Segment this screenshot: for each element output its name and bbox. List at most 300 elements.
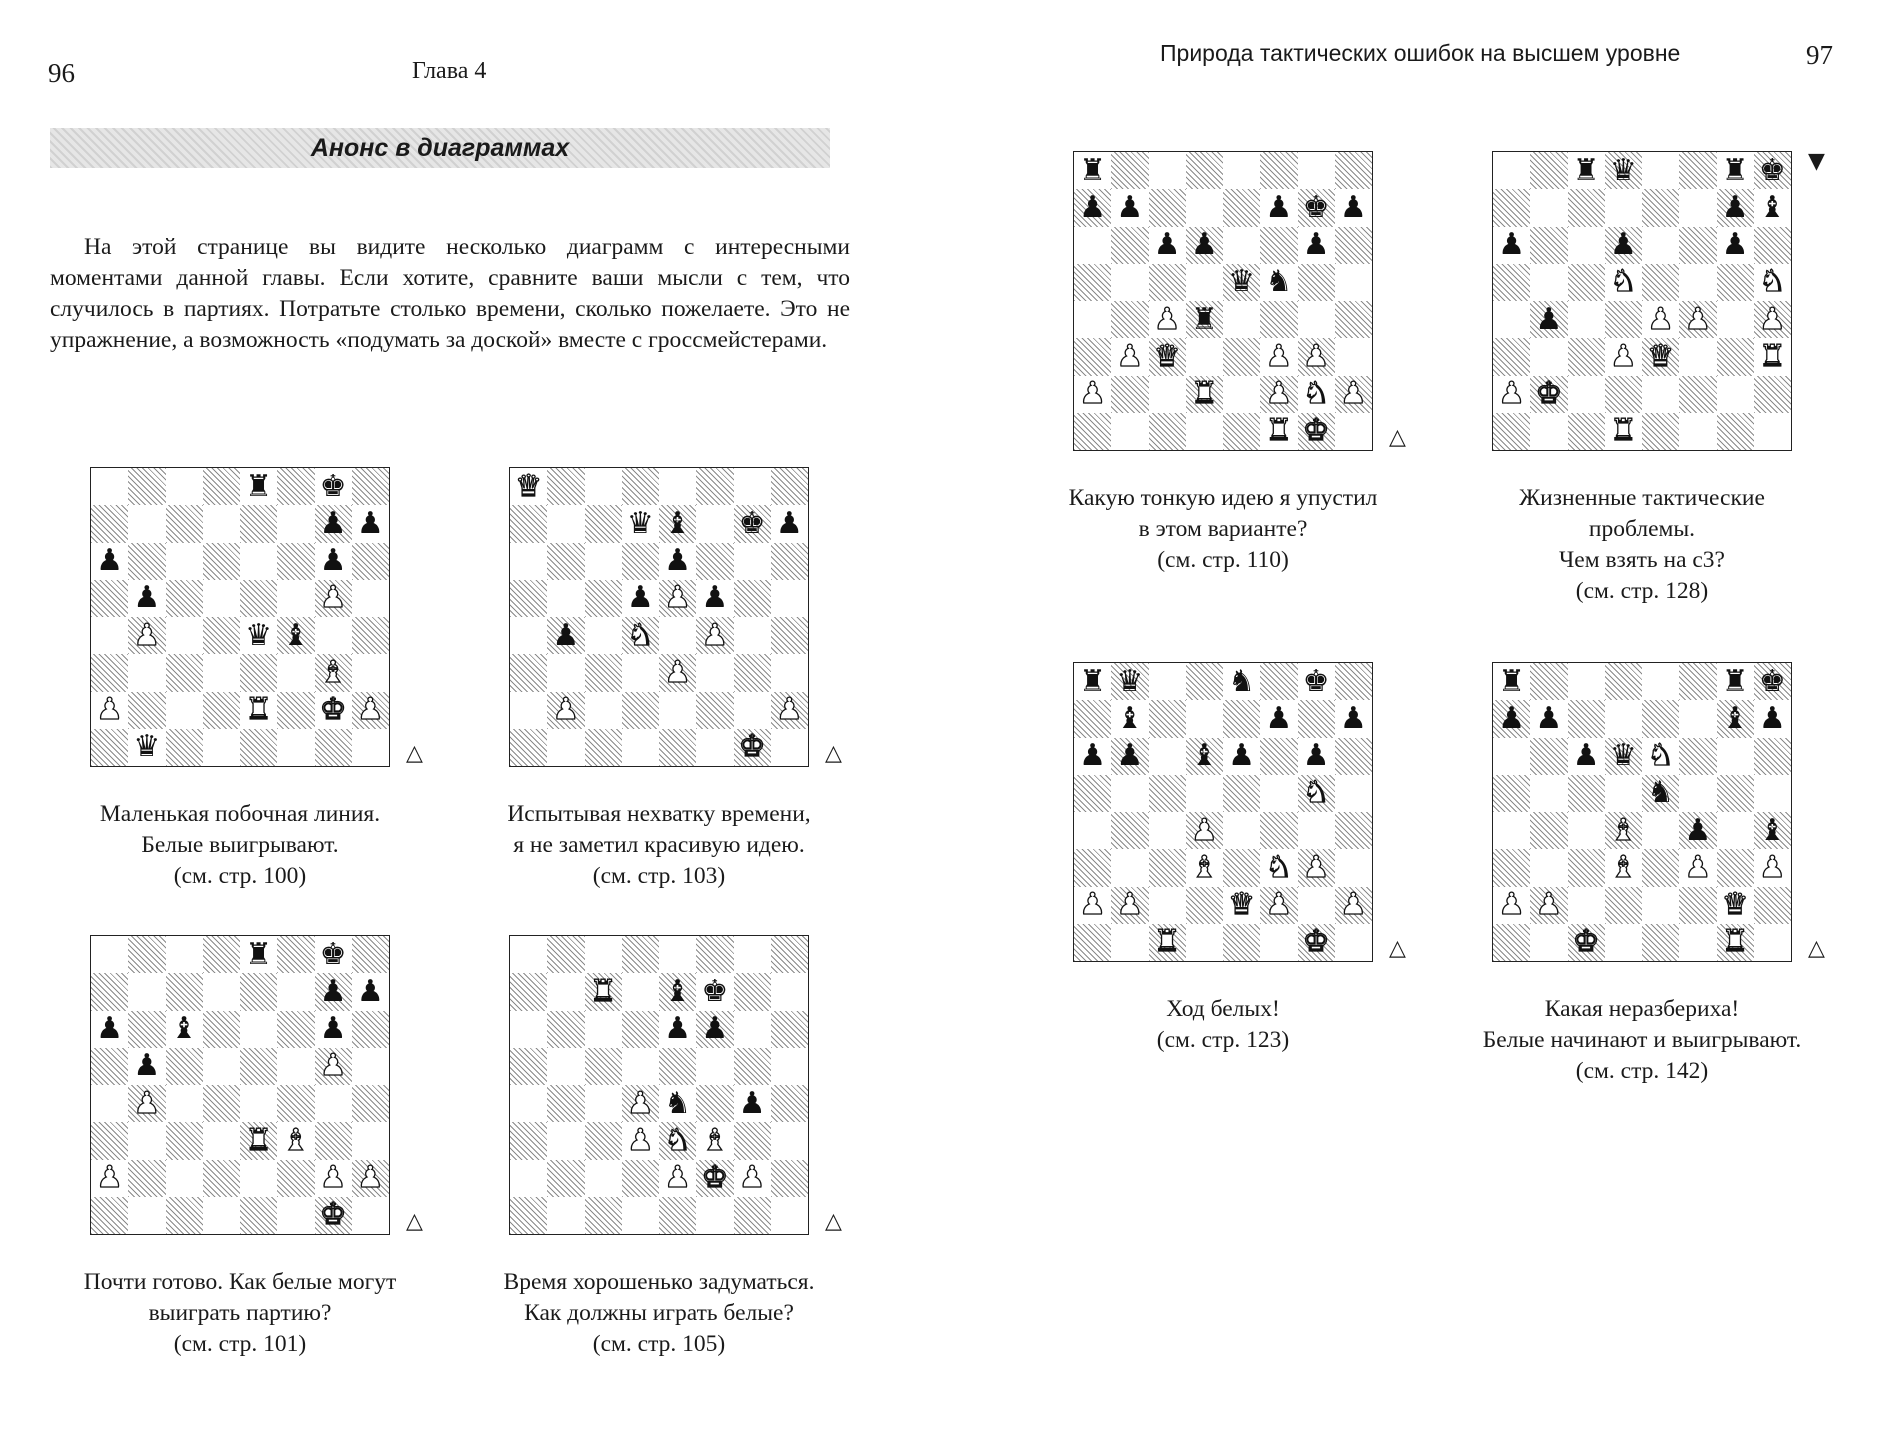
black-pawn-icon: ♟ [1535, 700, 1563, 736]
black-pawn-icon: ♟ [1265, 189, 1293, 225]
board-square [1530, 738, 1567, 775]
caption-line: (см. стр. 128) [1575, 578, 1709, 604]
board-square [1111, 301, 1148, 338]
board-square [1074, 924, 1111, 961]
board-square [1335, 301, 1372, 338]
board-square [240, 936, 277, 973]
white-pawn-icon: ♟ [1153, 301, 1181, 337]
board-square [1260, 376, 1297, 413]
board-square [1260, 924, 1297, 961]
board-square [1335, 189, 1372, 226]
board-square [1074, 152, 1111, 189]
white-knight-icon: ♞ [1302, 775, 1330, 811]
board-square [1642, 738, 1679, 775]
black-bishop-icon: ♝ [170, 1011, 198, 1047]
white-pawn-icon: ♟ [319, 1160, 347, 1196]
board-square [128, 654, 165, 691]
board-square [734, 973, 771, 1010]
board-square [1642, 887, 1679, 924]
white-pawn-icon: ♟ [1079, 887, 1107, 923]
white-bishop-icon: ♝ [1190, 849, 1218, 885]
board-square [315, 1048, 352, 1085]
white-pawn-icon: ♟ [133, 617, 161, 653]
board-square [696, 1160, 733, 1197]
board-square [585, 1085, 622, 1122]
diagram-caption [1043, 994, 1403, 1056]
board-square [128, 505, 165, 542]
board-square [91, 468, 128, 505]
black-pawn-icon: ♟ [1609, 227, 1637, 263]
board-square [1111, 338, 1148, 375]
board-square [1223, 849, 1260, 886]
board-square [622, 729, 659, 766]
board-square [128, 617, 165, 654]
caption-line: (см. стр. 110) [1157, 547, 1289, 573]
board-square [128, 1085, 165, 1122]
board-square [1260, 663, 1297, 700]
chess-board [1492, 151, 1792, 451]
board-square [1335, 264, 1372, 301]
board-square [203, 1122, 240, 1159]
board-square [1298, 738, 1335, 775]
board-square [1642, 376, 1679, 413]
board-square [510, 1197, 547, 1234]
board-square [771, 543, 808, 580]
board-square [240, 1048, 277, 1085]
white-rook-icon: ♜ [245, 1122, 273, 1158]
black-pawn-icon: ♟ [1116, 189, 1144, 225]
black-pawn-icon: ♟ [664, 1011, 692, 1047]
board-square [585, 580, 622, 617]
white-pawn-icon: ♟ [1116, 338, 1144, 374]
board-square [91, 543, 128, 580]
board-square [240, 543, 277, 580]
board-square [1568, 812, 1605, 849]
board-square [1493, 227, 1530, 264]
board-square [1223, 413, 1260, 450]
board-square [315, 729, 352, 766]
board-square [1568, 227, 1605, 264]
board-square [166, 1085, 203, 1122]
white-pawn-icon: ♟ [319, 1048, 347, 1084]
board-square [1111, 413, 1148, 450]
board-square [734, 729, 771, 766]
board-square [510, 543, 547, 580]
board-square [1568, 924, 1605, 961]
board-square [240, 973, 277, 1010]
board-square [585, 617, 622, 654]
board-square [1186, 301, 1223, 338]
board-square [622, 1122, 659, 1159]
board-square [547, 1011, 584, 1048]
board-square [1605, 264, 1642, 301]
board-square [315, 543, 352, 580]
board-square [1642, 189, 1679, 226]
board-square [1679, 413, 1716, 450]
board-square [352, 1122, 389, 1159]
board-square [352, 543, 389, 580]
board-square [1754, 663, 1791, 700]
board-square [1298, 887, 1335, 924]
white-rook-icon: ♜ [1190, 376, 1218, 412]
board-square [734, 1085, 771, 1122]
board-square [1111, 663, 1148, 700]
board-square [1111, 152, 1148, 189]
board-square [1111, 700, 1148, 737]
board-square [1493, 775, 1530, 812]
black-bishop-icon: ♝ [282, 617, 310, 653]
board-square [1149, 887, 1186, 924]
board-square [585, 543, 622, 580]
board-square [240, 1122, 277, 1159]
board-square [696, 1011, 733, 1048]
board-square [1298, 924, 1335, 961]
board-square [622, 692, 659, 729]
board-square [1074, 301, 1111, 338]
board-square [1149, 376, 1186, 413]
section-banner [50, 128, 830, 168]
board-square [1679, 887, 1716, 924]
board-square [510, 936, 547, 973]
diagram-caption [1462, 994, 1822, 1087]
board-square [1642, 301, 1679, 338]
board-square [659, 1197, 696, 1234]
board-square [1149, 700, 1186, 737]
board-square [1260, 338, 1297, 375]
board-square [277, 1048, 314, 1085]
board-square [696, 1122, 733, 1159]
white-queen-icon: ♛ [1721, 887, 1749, 923]
board-square [1186, 700, 1223, 737]
board-square [510, 1122, 547, 1159]
white-rook-icon: ♜ [1721, 924, 1749, 960]
board-square [622, 1048, 659, 1085]
white-bishop-icon: ♝ [1609, 812, 1637, 848]
diagram-caption [479, 799, 839, 892]
board-square [771, 1160, 808, 1197]
black-pawn-icon: ♟ [133, 1048, 161, 1084]
white-rook-icon: ♜ [589, 973, 617, 1009]
black-rook-icon: ♜ [1498, 663, 1526, 699]
board-square [1679, 849, 1716, 886]
white-pawn-icon: ♟ [738, 1160, 766, 1196]
board-square [585, 654, 622, 691]
board-square [1149, 301, 1186, 338]
board-square [315, 1085, 352, 1122]
board-square [659, 1085, 696, 1122]
black-pawn-icon: ♟ [1116, 738, 1144, 774]
board-square [659, 580, 696, 617]
board-square [1754, 264, 1791, 301]
board-square [1260, 264, 1297, 301]
left-running-head: Глава 4 [412, 58, 487, 84]
board-square [622, 1197, 659, 1234]
white-queen-icon: ♛ [515, 468, 543, 504]
black-pawn-icon: ♟ [664, 543, 692, 579]
diagram-caption [1043, 483, 1403, 576]
board-square [585, 1160, 622, 1197]
board-square [1074, 849, 1111, 886]
chess-board [509, 935, 809, 1235]
caption-line: выиграть партию? [148, 1300, 332, 1326]
board-square [1530, 812, 1567, 849]
board-square [315, 654, 352, 691]
board-square [1149, 812, 1186, 849]
board-square [203, 973, 240, 1010]
board-square [128, 1122, 165, 1159]
board-square [315, 468, 352, 505]
board-square [622, 1085, 659, 1122]
black-rook-icon: ♜ [1190, 301, 1218, 337]
white-pawn-icon: ♟ [1498, 887, 1526, 923]
black-king-icon: ♚ [1302, 663, 1330, 699]
board-square [240, 617, 277, 654]
board-square [696, 1197, 733, 1234]
board-square [1530, 227, 1567, 264]
black-bishop-icon: ♝ [1758, 189, 1786, 225]
black-pawn-icon: ♟ [96, 1011, 124, 1047]
chess-board [90, 467, 390, 767]
board-square [659, 468, 696, 505]
board-square [1335, 887, 1372, 924]
board-square [1111, 775, 1148, 812]
board-square [128, 1197, 165, 1234]
board-square [1186, 849, 1223, 886]
white-pawn-icon: ♟ [1079, 376, 1107, 412]
board-square [1335, 700, 1372, 737]
board-square [240, 1197, 277, 1234]
white-pawn-icon: ♟ [664, 580, 692, 616]
board-square [1679, 152, 1716, 189]
board-square [203, 729, 240, 766]
board-square [1568, 700, 1605, 737]
board-square [1642, 152, 1679, 189]
board-square [1493, 700, 1530, 737]
board-square [1298, 189, 1335, 226]
board-square [166, 692, 203, 729]
board-square [1605, 301, 1642, 338]
board-square [547, 1048, 584, 1085]
board-square [771, 617, 808, 654]
board-square [1111, 812, 1148, 849]
black-pawn-icon: ♟ [626, 580, 654, 616]
board-square [1186, 775, 1223, 812]
board-square [352, 1048, 389, 1085]
caption-line: Жизненные тактические [1519, 485, 1765, 511]
board-square [622, 617, 659, 654]
caption-line: Испытывая нехватку времени, [507, 801, 811, 827]
board-square [696, 729, 733, 766]
black-king-icon: ♚ [738, 505, 766, 541]
black-pawn-icon: ♟ [1498, 227, 1526, 263]
board-square [1679, 338, 1716, 375]
board-square [91, 692, 128, 729]
board-square [1605, 227, 1642, 264]
board-square [166, 543, 203, 580]
board-square [1223, 663, 1260, 700]
board-square [1530, 376, 1567, 413]
white-pawn-icon: ♟ [1265, 338, 1293, 374]
board-square [352, 1085, 389, 1122]
white-pawn-icon: ♟ [1758, 849, 1786, 885]
board-square [1568, 413, 1605, 450]
white-pawn-icon: ♟ [552, 692, 580, 728]
board-square [585, 1197, 622, 1234]
black-pawn-icon: ♟ [96, 543, 124, 579]
black-bishop-icon: ♝ [1190, 738, 1218, 774]
board-square [1260, 152, 1297, 189]
board-square [1679, 663, 1716, 700]
board-square [696, 580, 733, 617]
white-pawn-icon: ♟ [1498, 376, 1526, 412]
board-square [1530, 887, 1567, 924]
board-square [91, 729, 128, 766]
board-square [1260, 812, 1297, 849]
caption-line: Время хорошенько задуматься. [503, 1269, 815, 1295]
board-square [1568, 887, 1605, 924]
board-square [1335, 812, 1372, 849]
black-rook-icon: ♜ [1572, 152, 1600, 188]
board-square [240, 1160, 277, 1197]
white-pawn-icon: ♟ [701, 617, 729, 653]
black-pawn-icon: ♟ [133, 580, 161, 616]
black-rook-icon: ♜ [1721, 663, 1749, 699]
board-square [1260, 738, 1297, 775]
board-square [277, 468, 314, 505]
caption-line: в этом варианте? [1138, 516, 1308, 542]
board-square [734, 1011, 771, 1048]
white-pawn-icon: ♟ [96, 692, 124, 728]
board-square [771, 729, 808, 766]
board-square [771, 580, 808, 617]
white-pawn-icon: ♟ [1684, 301, 1712, 337]
chess-board [1492, 662, 1792, 962]
board-square [352, 692, 389, 729]
white-knight-icon: ♞ [1265, 849, 1293, 885]
board-square [585, 973, 622, 1010]
board-square [277, 505, 314, 542]
board-square [1754, 700, 1791, 737]
board-square [1605, 338, 1642, 375]
board-square [547, 1085, 584, 1122]
board-square [1298, 663, 1335, 700]
board-square [1679, 264, 1716, 301]
board-square [659, 1160, 696, 1197]
board-square [1642, 775, 1679, 812]
board-square [1679, 227, 1716, 264]
board-square [510, 580, 547, 617]
caption-line: (см. стр. 142) [1575, 1058, 1709, 1084]
board-square [91, 617, 128, 654]
diagram-8 [1482, 662, 1872, 1087]
board-square [1493, 849, 1530, 886]
diagram-2 [509, 467, 889, 892]
board-square [1186, 812, 1223, 849]
board-square [1605, 189, 1642, 226]
board-square [277, 973, 314, 1010]
board-square [1335, 376, 1372, 413]
chess-board [90, 935, 390, 1235]
caption-line: (см. стр. 103) [592, 863, 726, 889]
board-square [1298, 700, 1335, 737]
board-square [1679, 700, 1716, 737]
board-square [91, 505, 128, 542]
board-square [91, 1048, 128, 1085]
board-square [1223, 887, 1260, 924]
board-square [1679, 376, 1716, 413]
black-pawn-icon: ♟ [701, 1011, 729, 1047]
board-square [203, 1085, 240, 1122]
board-square [734, 468, 771, 505]
white-king-icon: ♚ [738, 729, 766, 765]
board-square [1223, 738, 1260, 775]
black-pawn-icon: ♟ [1302, 738, 1330, 774]
board-square [315, 1160, 352, 1197]
black-knight-icon: ♞ [1647, 775, 1675, 811]
board-square [277, 1122, 314, 1159]
board-square [1530, 700, 1567, 737]
board-square [1679, 301, 1716, 338]
board-square [1335, 338, 1372, 375]
white-pawn-icon: ♟ [1535, 887, 1563, 923]
board-square [315, 505, 352, 542]
board-square [240, 654, 277, 691]
board-square [510, 1048, 547, 1085]
board-square [277, 1160, 314, 1197]
open-triangle-icon: △ [1389, 936, 1406, 961]
board-square [1186, 152, 1223, 189]
board-square [1186, 264, 1223, 301]
board-square [1605, 700, 1642, 737]
black-king-icon: ♚ [1758, 663, 1786, 699]
white-bishop-icon: ♝ [1609, 849, 1637, 885]
board-square [1111, 264, 1148, 301]
board-square [1223, 227, 1260, 264]
board-square [1074, 189, 1111, 226]
white-king-icon: ♚ [319, 692, 347, 728]
board-square [1186, 227, 1223, 264]
left-page-number: 96 [48, 58, 75, 88]
board-square [1717, 700, 1754, 737]
white-pawn-icon: ♟ [133, 1085, 161, 1121]
board-square [1493, 152, 1530, 189]
board-square [1530, 264, 1567, 301]
board-square [1568, 376, 1605, 413]
board-square [1186, 663, 1223, 700]
board-square [1642, 924, 1679, 961]
board-square [128, 543, 165, 580]
open-triangle-icon: △ [406, 741, 423, 766]
black-rook-icon: ♜ [1079, 152, 1107, 188]
board-square [510, 505, 547, 542]
black-pawn-icon: ♟ [356, 505, 384, 541]
board-square [1530, 152, 1567, 189]
black-queen-icon: ♛ [1228, 264, 1256, 300]
board-square [203, 543, 240, 580]
board-square [510, 468, 547, 505]
black-rook-icon: ♜ [1721, 152, 1749, 188]
white-pawn-icon: ♟ [356, 692, 384, 728]
board-square [240, 580, 277, 617]
board-square [1717, 227, 1754, 264]
board-square [1717, 887, 1754, 924]
black-bishop-icon: ♝ [1116, 700, 1144, 736]
board-square [510, 729, 547, 766]
white-pawn-icon: ♟ [1190, 812, 1218, 848]
board-square [1186, 924, 1223, 961]
diagram-caption [479, 1267, 839, 1360]
board-square [659, 1048, 696, 1085]
